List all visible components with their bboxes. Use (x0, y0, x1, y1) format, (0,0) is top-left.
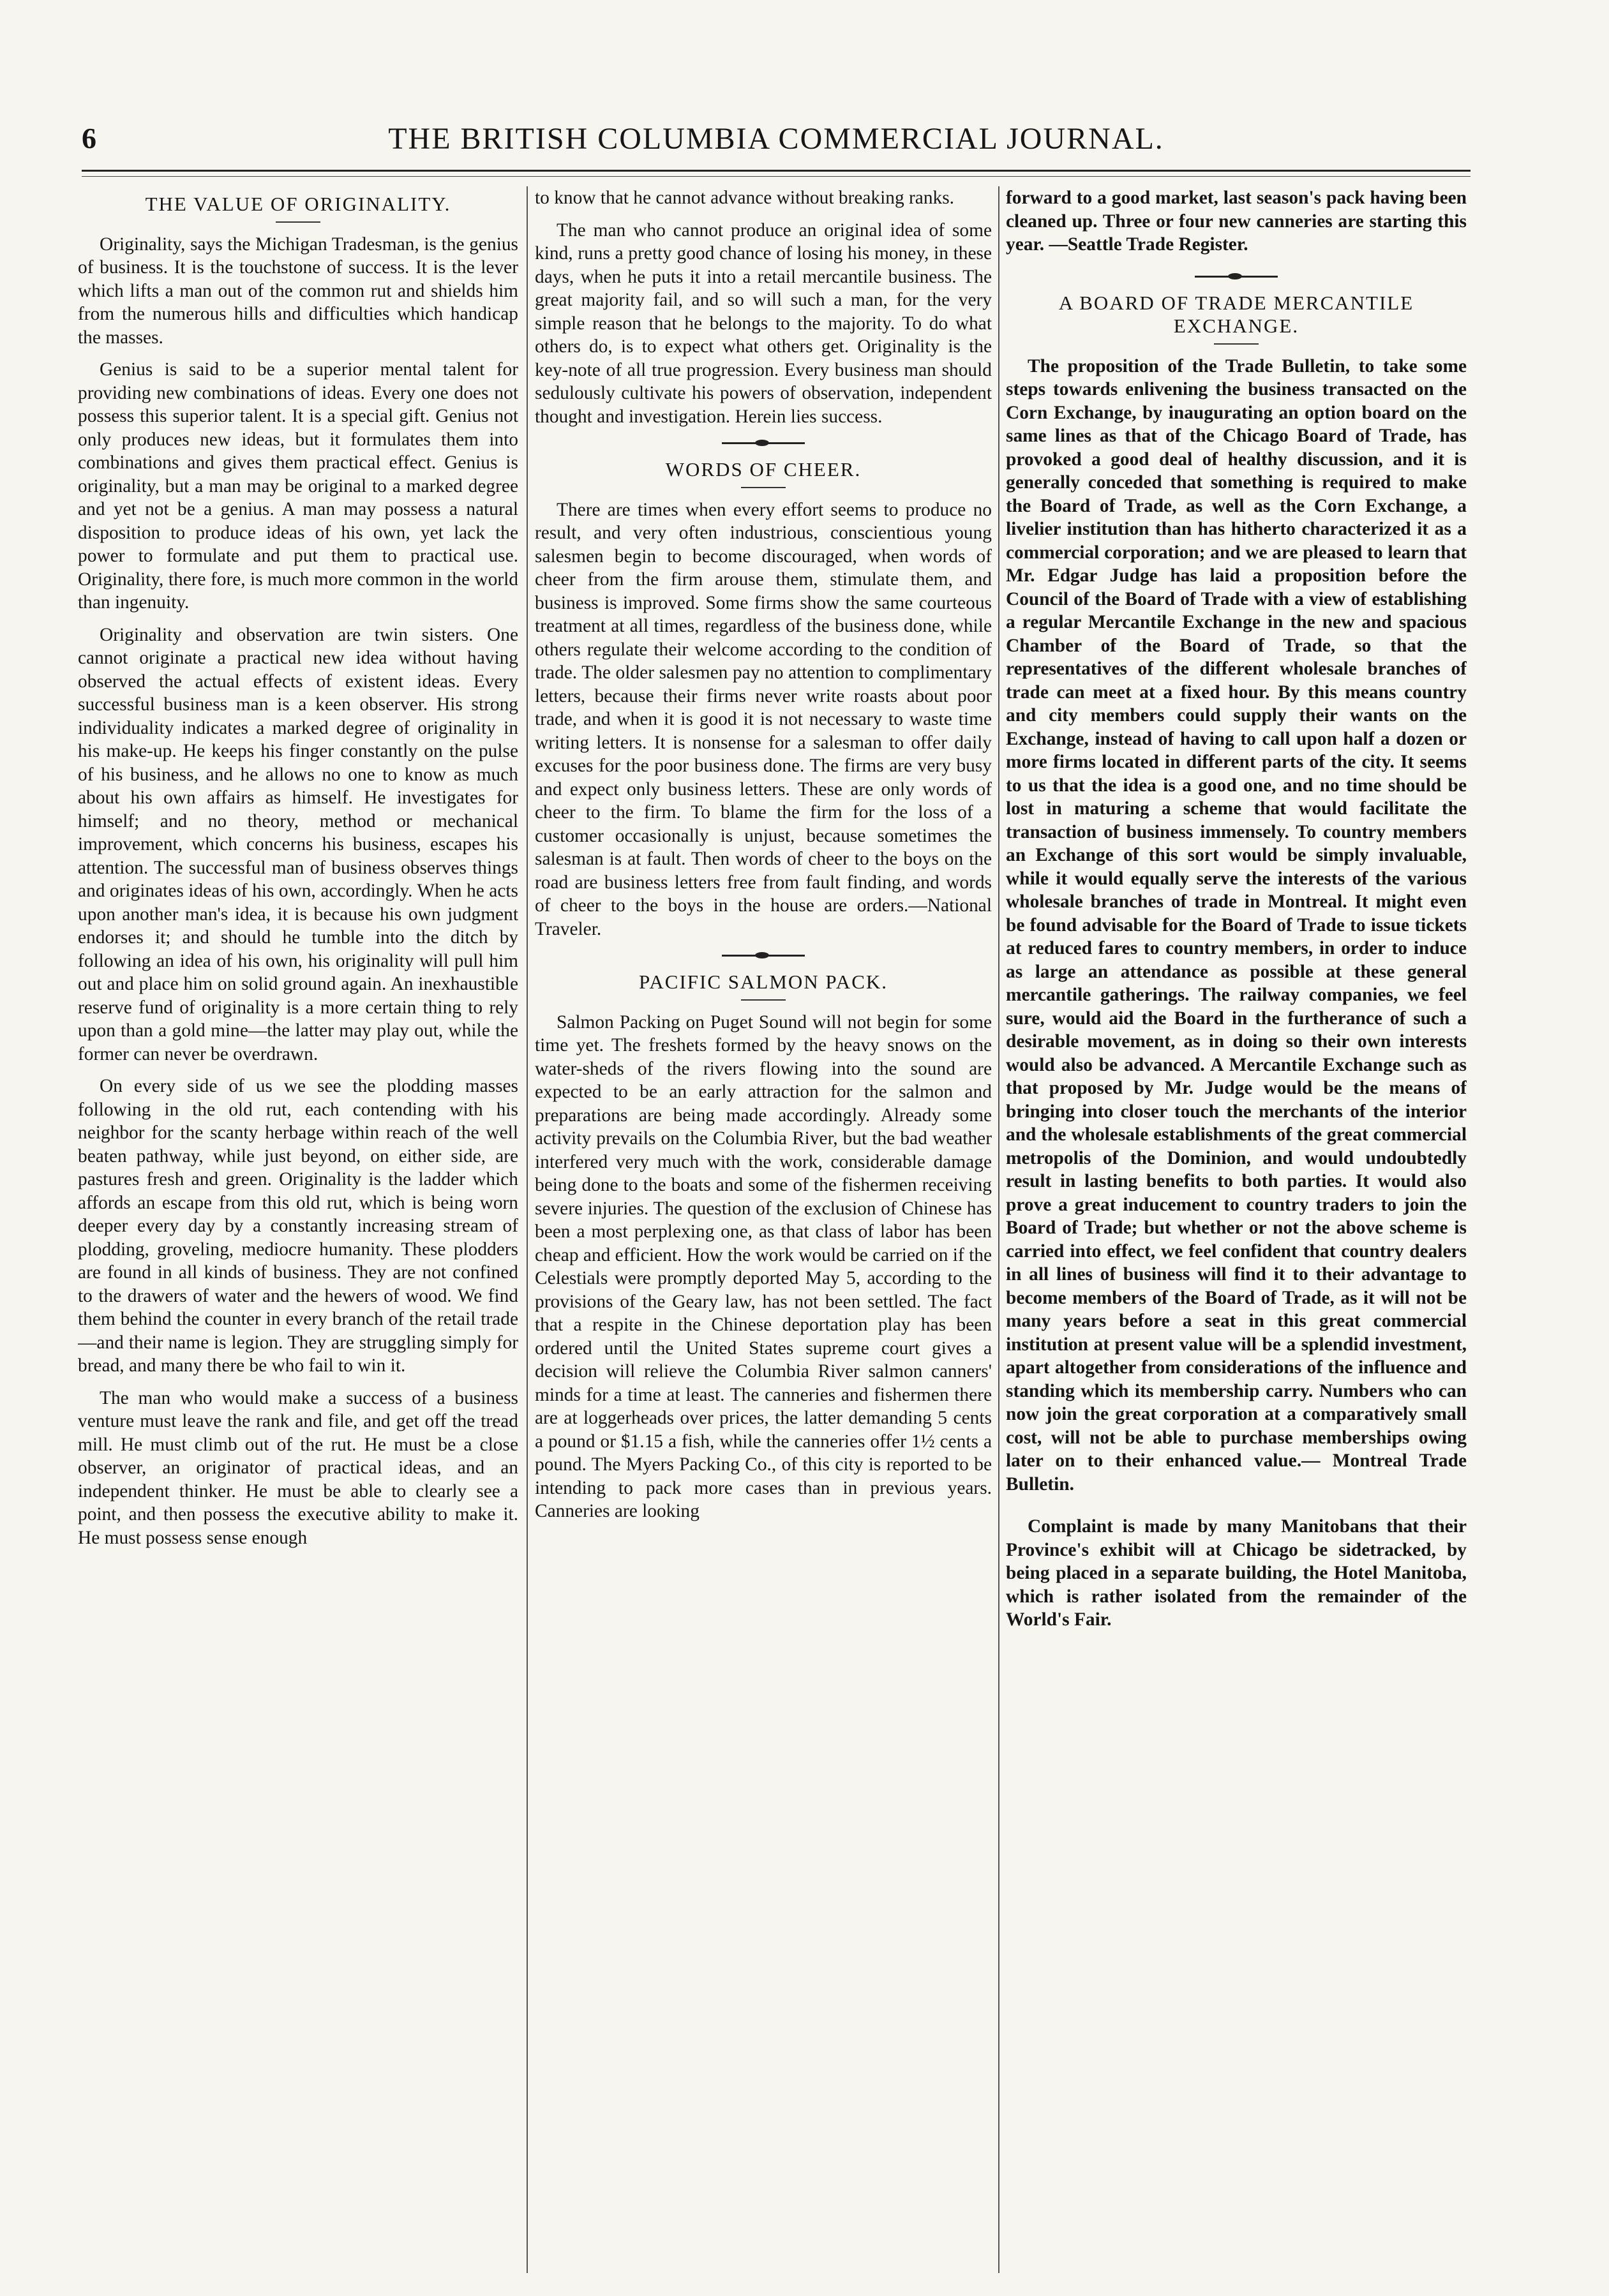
paragraph: The man who would make a success of a business venture must leave the rank and file, and get off the tread mill. He must climb out of the rut. He must be a close observer, an originator of practical ideas, and an independent thinker. He must be able to clearly see a point, and then possess the executive ability to make it. He must possess sense enough (78, 1387, 518, 1548)
paragraph: Salmon Packing on Puget Sound will not begin for some time yet. The freshets formed by the heavy snows on the water-sheds of the rivers flowing into the sound are expected to be an early attraction for the salmon and preparations are being made accordingly. Already some activity prevails on the Columbia River, but the bad weather interfered very much with the work, considerable damage being done to the boats and some of the fishermen receiving severe injuries. The question of the exclusion of Chinese has been a most perplexing one, as that class of labor has been cheap and efficient. How the work would be carried on if the Celestials were promptly deported May 5, according to the provisions of the Geary law, has not been settled. The fact that a respite in the Chinese deportation play has been ordered until the United States supreme court gives a decision will relieve the Columbia River salmon canners' minds for a time at least. The canneries and fishermen there are at loggerheads over prices, the latter demanding 5 cents a pound or $1.15 a fish, while the canneries offer 1½ cents a pound. The Myers Packing Co., of this city is reported to be intending to pack more cases than in previous years. Canneries are looking (535, 1011, 992, 1521)
heading-rule (1214, 343, 1259, 345)
heading-rule (741, 487, 786, 488)
header-rule-thin (82, 176, 1471, 177)
column-1 (78, 186, 518, 2267)
article-heading: WORDS OF CHEER. (665, 458, 862, 481)
heading-rule (276, 221, 320, 223)
paragraph: to know that he cannot advance without breaking ranks. (535, 188, 955, 208)
paragraph: The man who cannot produce an original idea of some kind, runs a pretty good chance of losing his money, in these days, when he puts it into a retail mercantile business. The great majority fail, and so will such a man, for the very simple reason that he belongs to the majority. To do what others do, is to expect what others get. Originality is the key-note of all true progression. Every business man should sedulously cultivate his powers of observation, independent thought and investigation. Herein lies success. (535, 220, 992, 427)
paragraph: Genius is said to be a superior mental talent for providing new combinations of ideas. Every one does not possess this superior talent. It is a special gift. Genius not only produces new ideas, but it formulates them into combinations and gives them practical effect. Genius is originality, but a man may be original to a marked degree and yet not be a genius. A man may possess a natural disposition to produce ideas of his own, yet lack the power to formulate and put them to practical use. Originality, there fore, is much more common in the world than ingenuity. (78, 359, 518, 613)
paragraph: The proposition of the Trade Bulletin, to take some steps towards enlivening the business transacted on the Corn Exchange, by inaugurating an option board on the same lines as that of the Chicago Board of Trade, has provoked a good deal of healthy discussion, and it is generally conceded that something is required to make the Board of Trade, as well as the Corn Exchange, a livelier institution than has hitherto characterized it as a commercial corporation; and we are pleased to learn that Mr. Edgar Judge has laid a proposition before the Council of the Board of Trade with a view of establishing a regular Mercantile Exchange in the new and spacious Chamber of the Board of Trade, so that the representatives of the different wholesale branches of trade can meet at a fixed hour. By this means country and city members could supply their wants on the Exchange, instead of having to call upon half a dozen or more firms located in different parts of the city. It seems to us that the idea is a good one, and no time should be lost in maturing a scheme that would facilitate the transaction of business immensely. To country members an Exchange of this sort would be simply invaluable, while it would equally serve the interests of the various wholesale branches of trade in Montreal. It might even be found advisable for the Board of Trade to issue tickets at reduced fares to country members, in order to induce as large an attendance as possible at these general mercantile gatherings. The railway companies, we feel sure, would aid the Board in the furtherance of such a desirable movement, as in doing so their own interests would also be advanced. A Mercantile Exchange such as that proposed by Mr. Judge would be the means of bringing into closer touch the merchants of the interior and the wholesale establishments of the great commercial metropolis of the Dominion, and would undoubtedly result in lasting benefits to both parties. It would also prove a great inducement to country traders to join the Board of Trade; but whether or not the above scheme is carried into effect, we feel confident that country dealers in all lines of business will find it to their advantage to become members of the Board of Trade, as it will not be many years before a seat in this great commercial institution at present value will be a splendid investment, apart altogether from considerations of the influence and standing which its membership carry. Numbers who can now join the great corporation at a comparatively small cost, will not be able to purchase memberships owing later on to their enhanced value.— Montreal Trade Bulletin. (1006, 355, 1467, 1495)
article-heading: PACIFIC SALMON PACK. (638, 971, 888, 993)
heading-rule (741, 999, 786, 1001)
column-3 (1006, 186, 1467, 2267)
column-2 (535, 186, 992, 2267)
journal-title: THE BRITISH COLUMBIA COMMERCIAL JOURNAL. (388, 122, 1164, 156)
column-divider (998, 186, 999, 2273)
paragraph: On every side of us we see the plodding masses following in the old rut, each contending with his neighbor for the scanty herbage within reach of the well beaten pathway, while just beyond, on either side, are pastures fresh and green. Originality is the ladder which affords an escape from this old rut, which is being worn deeper every day by a constantly increasing stream of plodding, groveling, mediocre humanity. These plodders are found in all kinds of business. They are not confined to the drawers of water and the hewers of wood. We find them behind the counter in every branch of the retail trade—and their name is legion. They are struggling simply for bread, and many there be who fail to win it. (78, 1076, 518, 1376)
section-divider (722, 442, 805, 444)
paragraph: There are times when every effort seems to produce no result, and very often industrious, conscientious young salesmen begin to become discouraged, when words of cheer from the firm arouse them, stimulate them, and business is improved. Some firms show the same courteous treatment at all times, regardless of the business done, while others regulate their welcome according to the condition of trade. The older salesmen pay no attention to complimentary letters, because their firms never write roasts about poor trade, and when it is good it is not necessary to waste time writing letters. It is nonsense for a salesman to offer daily excuses for the poor business done. The firms are very busy and expect only business letters. These are only words of cheer to the firm. To blame the firm for the loss of a customer occasionally is unjust, because sometimes the salesman is at fault. Then words of cheer to the boys on the road are business letters free from fault finding, and words of cheer to the boys in the house are orders.—National Traveler. (535, 499, 992, 939)
page-header (82, 121, 1471, 166)
article-heading: A BOARD OF TRADE MERCANTILE EXCHANGE. (1058, 291, 1414, 337)
paragraph: Complaint is made by many Manitobans that their Province's exhibit will at Chicago be sidetracked, by being placed in a separate building, the Hotel Manitoba, which is rather isolated from the remainder of the World's Fair. (1006, 1516, 1467, 1630)
section-divider (1195, 276, 1278, 278)
paragraph: Originality and observation are twin sisters. One cannot originate a practical new idea without having observed the actual effects of existent ideas. Every successful business man is a keen observer. His strong individuality indicates a marked degree of originality in his make-up. He keeps his finger constantly on the pulse of his business, and he allows no one to know as much about his own affairs as himself. He investigates for himself; and no theory, method or mechanical improvement, which concerns his business, escapes his attention. The successful man of business observes things and originates ideas of his own, accordingly. When he acts upon another man's idea, it is because his own judgment endorses it; and should he tumble into the ditch by following an idea of his own, his originality will pull him out and place him on solid ground again. An inexhaustible reserve fund of originality is a more certain thing to rely upon than a gold mine—the latter may play out, while the former can never be overdrawn. (78, 624, 518, 1064)
article-heading: THE VALUE OF ORIGINALITY. (145, 193, 451, 215)
paragraph: Originality, says the Michigan Tradesman, is the genius of business. It is the touchstone of success. It is the lever which lifts a man out of the common rut and shields him from the numerous hills and difficulties which handicap the masses. (78, 234, 518, 348)
section-divider (722, 955, 805, 957)
page-number: 6 (82, 122, 96, 154)
paragraph: forward to a good market, last season's pack having been cleaned up. Three or four new canneries are starting this year. —Seattle Trade Register. (1006, 188, 1467, 255)
header-rule (82, 170, 1471, 172)
column-divider (527, 186, 528, 2273)
